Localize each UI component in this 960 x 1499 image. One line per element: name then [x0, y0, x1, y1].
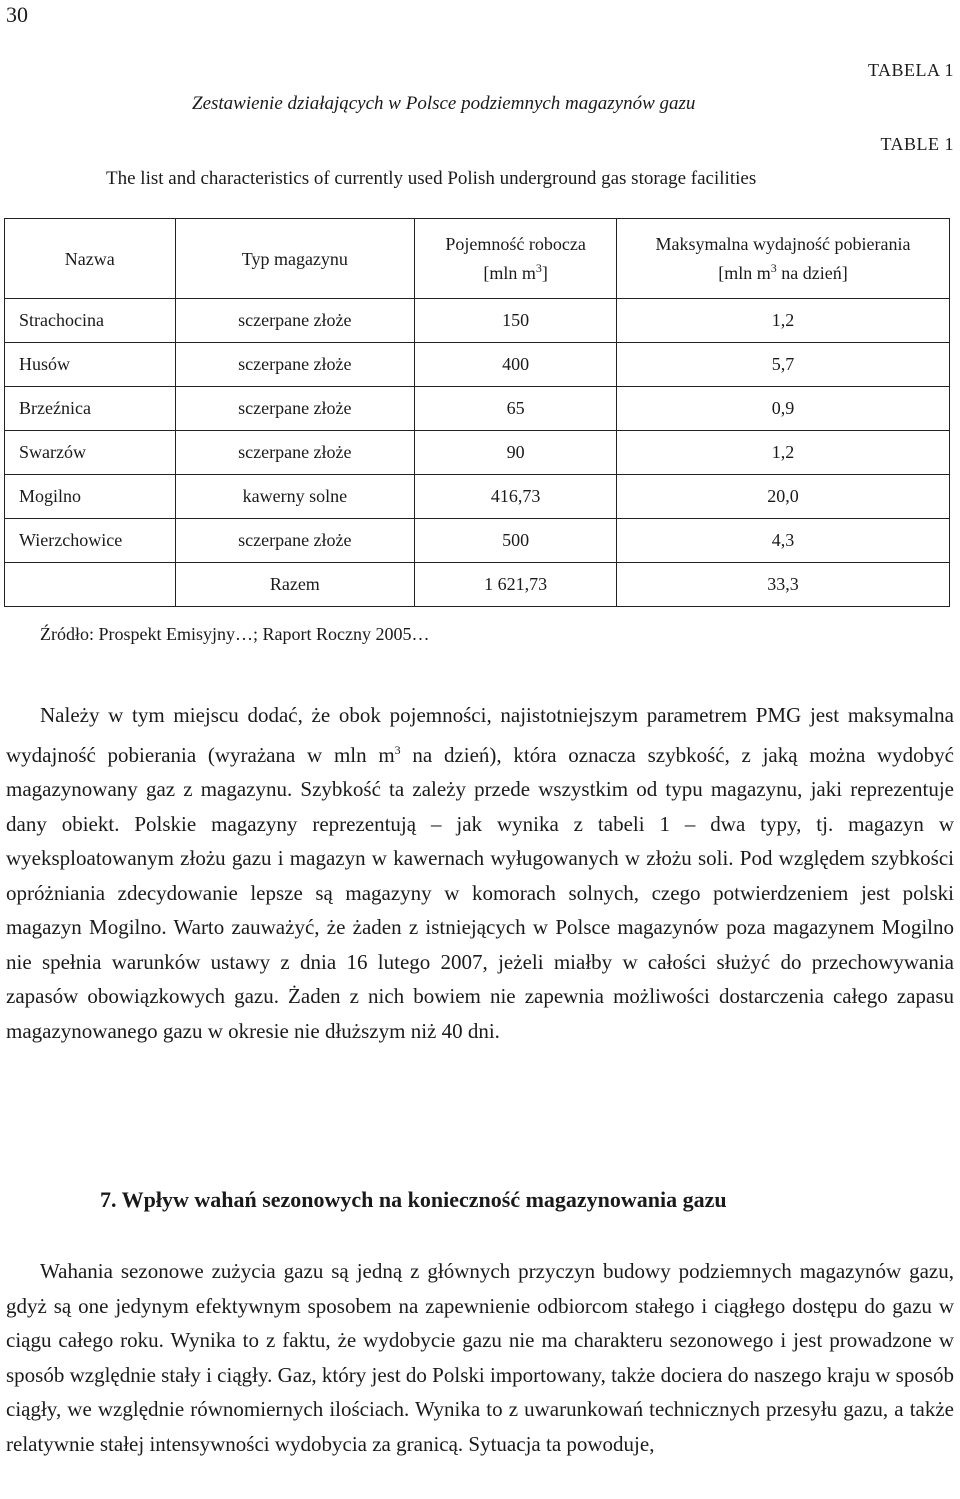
paragraph-2-text: Wahania sezonowe zużycia gazu są jedną z głównych przyczyn budowy podziemnych magazynów gazu, gdyż są one jedynym efektywnym sposobem na zapewnienie odbiorcom stałego i ciągłego dostępu do gazu w ciągu całego roku. Wynika to z faktu, że wydobycie gazu nie ma charakteru sezonowego i jest prowadzone w sposób względnie stały i ciągły. Gaz, który jest do Polski importowany, także dociera do naszego kraju w sposób ciągły, we względnie równomiernych ilościach. Wynika to z uwarunkowań technicznych przesyłu gazu, a także relatywnie stałej intensywności wydobycia za granicą. Sytuacja ta powoduje, [6, 1259, 954, 1456]
source-note: Źródło: Prospekt Emisyjny…; Raport Roczny 2005… [40, 624, 430, 644]
header-output-unit-pre: [mln m [718, 263, 771, 283]
cell-empty [5, 563, 176, 607]
body-paragraph-1 [6, 698, 954, 1048]
table-header-row [5, 219, 950, 299]
cell-output: 20,0 [617, 475, 950, 519]
header-capacity-line1: Pojemność robocza [445, 234, 586, 254]
cell-name: Mogilno [5, 475, 176, 519]
cell-type: sczerpane złoże [175, 343, 415, 387]
table-total-row [5, 563, 950, 607]
table-row [5, 343, 950, 387]
cell-type: sczerpane złoże [175, 431, 415, 475]
section-heading: 7. Wpływ wahań sezonowych na konieczność magazynowania gazu [100, 1187, 727, 1212]
header-output-unit-post: na dzień] [776, 263, 848, 283]
paragraph-1-superscript: 3 [394, 742, 401, 757]
cell-capacity: 500 [415, 519, 617, 563]
cell-name: Strachocina [5, 299, 176, 343]
cell-name: Wierzchowice [5, 519, 176, 563]
cell-total-capacity: 1 621,73 [415, 563, 617, 607]
header-capacity [415, 219, 617, 299]
paragraph-1-text-a: Należy w tym miejscu dodać, że obok pojemności, najistotniejszym parametrem PMG jest maksymalna wydajność pobierania (wyrażana w mln m [6, 703, 954, 767]
body-paragraph-2 [6, 1254, 954, 1461]
cell-total-label: Razem [175, 563, 415, 607]
header-type: Typ magazynu [175, 219, 415, 299]
cell-name: Brzeźnica [5, 387, 176, 431]
cell-type: sczerpane złoże [175, 387, 415, 431]
header-capacity-unit-post: ] [541, 263, 548, 283]
header-output-unit-sup: 3 [770, 261, 777, 275]
cell-output: 5,7 [617, 343, 950, 387]
table-row [5, 387, 950, 431]
cell-type: sczerpane złoże [175, 519, 415, 563]
cell-capacity: 65 [415, 387, 617, 431]
header-output-line1: Maksymalna wydajność pobierania [655, 234, 911, 254]
cell-type: sczerpane złoże [175, 299, 415, 343]
cell-output: 1,2 [617, 299, 950, 343]
cell-capacity: 416,73 [415, 475, 617, 519]
cell-name: Husów [5, 343, 176, 387]
cell-name: Swarzów [5, 431, 176, 475]
table-row [5, 475, 950, 519]
cell-output: 1,2 [617, 431, 950, 475]
cell-output: 0,9 [617, 387, 950, 431]
table-caption-en: The list and characteristics of currently used Polish underground gas storage facilities [106, 168, 757, 189]
table-row [5, 431, 950, 475]
table-label-pl: TABELA 1 [867, 60, 954, 80]
header-capacity-unit-sup: 3 [535, 261, 542, 275]
cell-type: kawerny solne [175, 475, 415, 519]
cell-capacity: 400 [415, 343, 617, 387]
table-row [5, 519, 950, 563]
cell-total-output: 33,3 [617, 563, 950, 607]
header-capacity-unit-pre: [mln m [483, 263, 536, 283]
cell-capacity: 90 [415, 431, 617, 475]
table-label-en: TABLE 1 [880, 134, 954, 154]
page-number: 30 [6, 2, 28, 27]
storage-table [4, 218, 950, 607]
table-row [5, 299, 950, 343]
cell-capacity: 150 [415, 299, 617, 343]
header-output [617, 219, 950, 299]
header-name: Nazwa [5, 219, 176, 299]
table-caption-pl: Zestawienie działających w Polsce podziemnych magazynów gazu [192, 93, 696, 114]
cell-output: 4,3 [617, 519, 950, 563]
paragraph-1-text-b: na dzień), która oznacza szybkość, z jaką można wydobyć magazynowany gaz z magazynu. Szybkość ta zależy przede wszystkim od typu magazynu, jaki reprezentuje dany obiekt. Polskie magazyny reprezentują – jak wynika z tabeli 1 – dwa typy, tj. magazyn w wyeksploatowanym złożu gazu i magazyn w kawernach wyługowanych w złożu soli. Pod względem szybkości opróżniania zdecydowanie lepsze są magazyny w komorach solnych, czego potwierdzeniem jest polski magazyn Mogilno. Warto zauważyć, że żaden z istniejących w Polsce magazynów poza magazynem Mogilno nie spełnia warunków ustawy z dnia 16 lutego 2007, jeżeli miałby w całości służyć do przechowywania zapasów obowiązkowych gazu. Żaden z nich bowiem nie zapewnia możliwości dostarczenia całego zapasu magazynowanego gazu w okresie nie dłuższym niż 40 dni. [6, 742, 954, 1043]
